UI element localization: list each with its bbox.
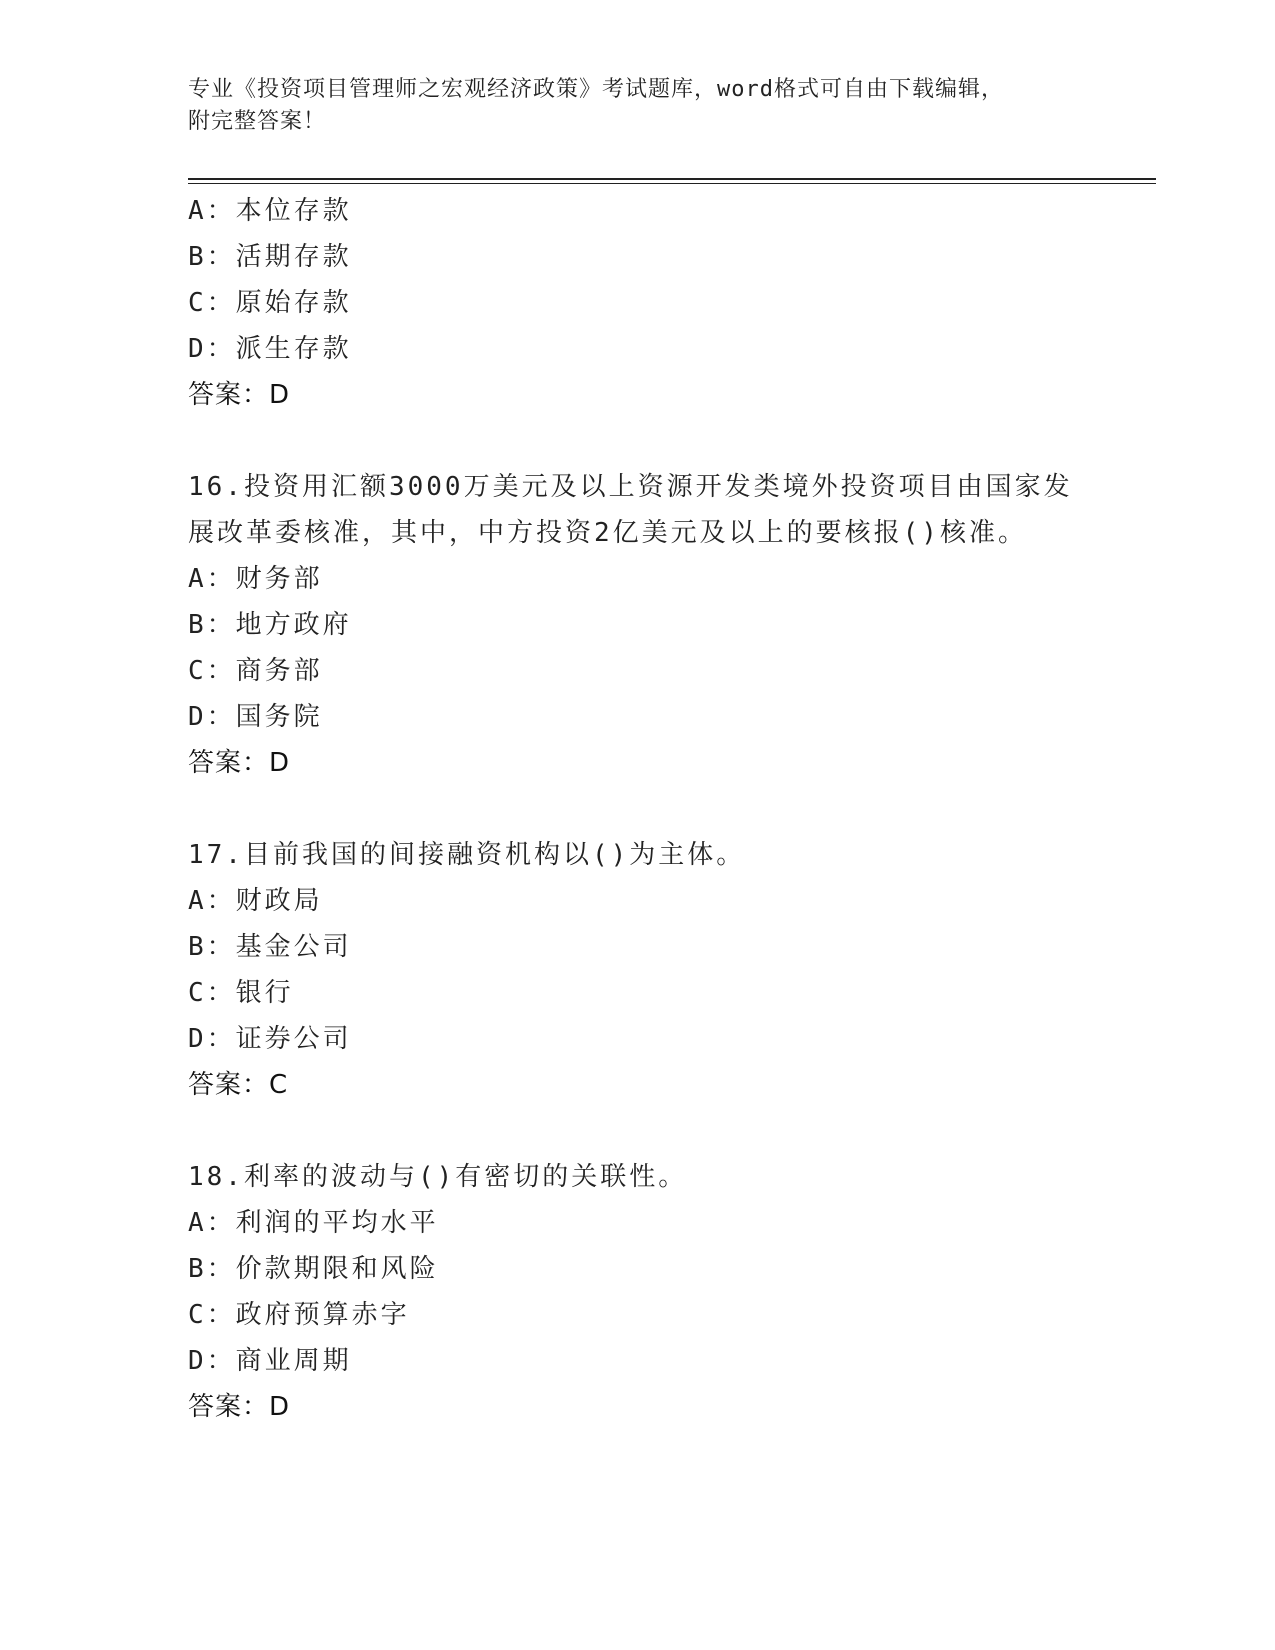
option-c: C：政府预算赤字 <box>188 1300 410 1330</box>
spacer <box>188 418 1088 464</box>
question-17 <box>188 832 1088 1108</box>
option-a: A：利润的平均水平 <box>188 1208 439 1238</box>
spacer <box>188 1108 1088 1154</box>
question-text-line-1: 18.利率的波动与()有密切的关联性。 <box>188 1162 688 1192</box>
question-text-line-2: 展改革委核准，其中，中方投资2亿美元及以上的要核报()核准。 <box>188 518 1027 548</box>
header-divider-thin <box>188 183 1156 184</box>
option-c: C：原始存款 <box>188 288 352 318</box>
option-a: A：财务部 <box>188 564 323 594</box>
header-divider-thick <box>188 178 1156 180</box>
option-b: B：价款期限和风险 <box>188 1254 439 1284</box>
answer: 答案：D <box>188 1392 291 1422</box>
question-16 <box>188 464 1088 786</box>
option-a: A：本位存款 <box>188 196 352 226</box>
option-d: D：证券公司 <box>188 1024 352 1054</box>
option-c: C：银行 <box>188 978 294 1008</box>
question-list <box>188 188 1088 1430</box>
question-text-line-1: 17.目前我国的间接融资机构以()为主体。 <box>188 840 746 870</box>
header-line-2: 附完整答案！ <box>188 109 327 134</box>
option-a: A：财政局 <box>188 886 323 916</box>
question-15 <box>188 188 1088 418</box>
document-header <box>188 74 1088 138</box>
option-b: B：地方政府 <box>188 610 352 640</box>
answer: 答案：D <box>188 748 291 778</box>
question-18 <box>188 1154 1088 1430</box>
question-text-line-1: 16.投资用汇额3000万美元及以上资源开发类境外投资项目由国家发 <box>188 472 1073 502</box>
option-d: D：商业周期 <box>188 1346 352 1376</box>
option-b: B：活期存款 <box>188 242 352 272</box>
option-c: C：商务部 <box>188 656 323 686</box>
option-d: D：国务院 <box>188 702 323 732</box>
answer: 答案：C <box>188 1070 289 1100</box>
option-d: D：派生存款 <box>188 334 352 364</box>
header-line-1: 专业《投资项目管理师之宏观经济政策》考试题库，word格式可自由下载编辑， <box>188 77 1004 102</box>
answer: 答案：D <box>188 380 291 410</box>
option-b: B：基金公司 <box>188 932 352 962</box>
spacer <box>188 786 1088 832</box>
